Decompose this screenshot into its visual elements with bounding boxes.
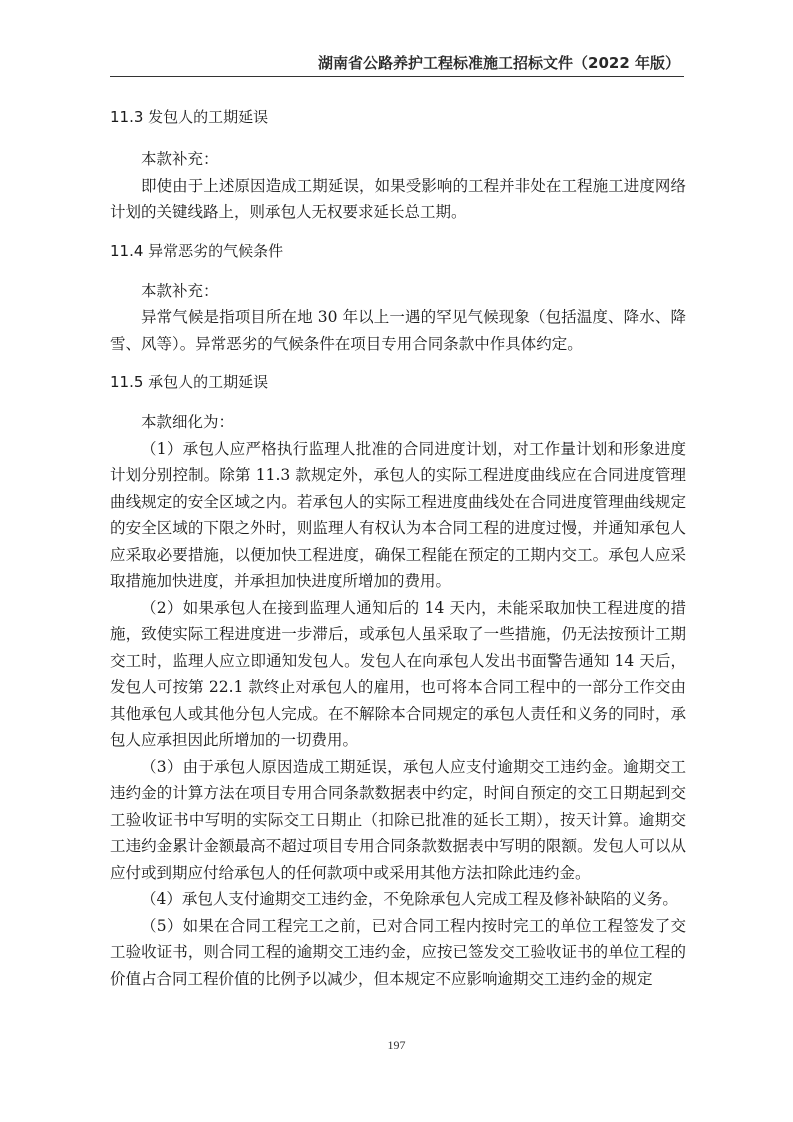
paragraph: 即使由于上述原因造成工期延误，如果受影响的工程并非处在工程施工进度网络计划的关键线路上，则承包人无权要求延长总工期。 (110, 176, 686, 221)
paragraph: （3）由于承包人原因造成工期延误，承包人应支付逾期交工违约金。逾期交工违约金的计算方法在项目专用合同条款数据表中约定，时间自预定的交工日期起到交工验收证书中写明的实际交工日期止（扣除已批准的延长工期），按天计算。逾期交工违约金累计金额最高不超过项目专用合同条款数据表中写明的限额。发包人可以从应付或到期应付给承包人的任何款项中或采用其他方法扣除此违约金。 (110, 757, 686, 882)
section-11-4 (110, 240, 686, 358)
paragraph: （2）如果承包人在接到监理人通知后的 14 天内，未能采取加快工程进度的措施，致使实际工程进度进一步滞后，或承包人虽采取了一些措施，仍无法按预计工期交工时，监理人应立即通知发包人。发包人在向承包人发出书面警告通知 14 天后，发包人可按第 22.1 款终止对承包人的雇用，也可将本合同工程中的一部分工作交由其他承包人或其他分包人完成。在不解除本合同规定的承包人责任和义务的同时，承包人应承担因此所增加的一切费用。 (110, 598, 686, 749)
paragraph: 本款补充： (141, 281, 219, 300)
paragraph: 本款细化为： (141, 413, 235, 431)
paragraph: （4）承包人支付逾期交工违约金，不免除承包人完成工程及修补缺陷的义务。 (141, 890, 678, 908)
paragraph: （1）承包人应严格执行监理人批准的合同进度计划，对工作量计划和形象进度计划分别控制。除第 11.3 款规定外，承包人的实际工程进度曲线应在合同进度管理曲线规定的安全区域之内。若承包人的实际工程进度曲线处在合同进度管理曲线规定的安全区域的下限之外时，则监理人有权认为本合同工程的进度过慢，并通知承包人应采取必要措施，以便加快工程进度，确保工程能在预定的工期内交工。承包人应采取措施加快进度，并承担加快进度所增加的费用。 (110, 439, 686, 590)
paragraph: 本款补充： (141, 150, 219, 168)
document-header-title: 湖南省公路养护工程标准施工招标文件（2022 年版） (318, 54, 680, 72)
section-heading: 11.4 异常恶劣的气候条件 (110, 241, 284, 260)
page-number: 197 (387, 1038, 406, 1052)
header-divider (110, 76, 684, 77)
section-heading: 11.3 发包人的工期延误 (110, 108, 269, 126)
section-11-5 (110, 371, 686, 992)
paragraph: （5）如果在合同工程完工之前，已对合同工程内按时完工的单位工程签发了交工验收证书，则合同工程的逾期交工违约金，应按已签发交工验收证书的单位工程的价值占合同工程价值的比例予以减少，但本规定不应影响逾期交工违约金的规定 (110, 916, 686, 988)
section-11-3 (110, 106, 686, 226)
document-body (110, 106, 686, 992)
section-heading: 11.5 承包人的工期延误 (110, 373, 269, 391)
paragraph: 异常气候是指项目所在地 30 年以上一遇的罕见气候现象（包括温度、降水、降雪、风等）。异常恶劣的气候条件在项目专用合同条款中作具体约定。 (110, 308, 686, 353)
